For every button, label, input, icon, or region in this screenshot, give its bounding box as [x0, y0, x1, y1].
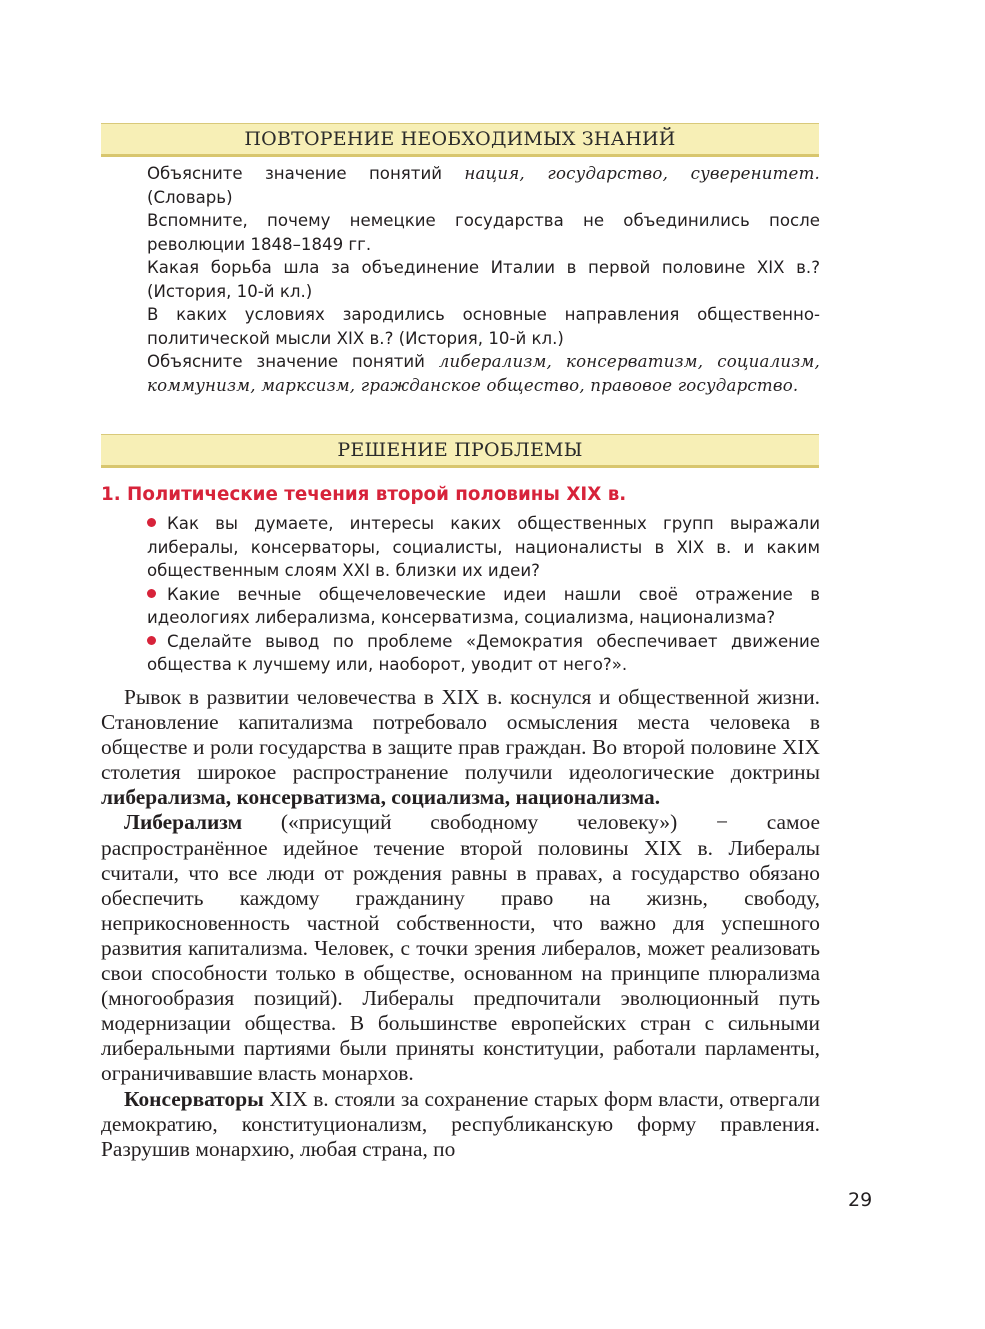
review-question-1-source: (Словарь): [147, 187, 233, 207]
discussion-questions: [147, 512, 820, 677]
paragraph-liberalism: [101, 810, 820, 1086]
review-questions: [147, 162, 820, 397]
review-question-5-text: Объясните значение понятий: [147, 352, 439, 371]
page-number: 29: [848, 1189, 873, 1211]
review-question-1-terms: нация, государство, суверенитет.: [464, 164, 820, 183]
paragraph-liberalism-text: («присущий свободному человеку») − самое распространённое идейное течение второй половины XIX в. Либералы считали, что все люди от рождения равны в правах, а государство обязано обеспечить каждому гражданину право на жизнь, свободу, неприкосновенность частной собственности, что важно для успешного развития капитализма. Человек, с точки зрения либералов, может реализовать свои способности только в обществе, основанном на принципе плюрализма (многообразия позиций). Либералы предпочитали эволюционный путь модернизации общества. В большинстве европейских стран с сильными либеральными партиями были приняты конституции, работали парламенты, ограничивавшие власть монархов.: [101, 810, 820, 1086]
section-banner-problem: РЕШЕНИЕ ПРОБЛЕМЫ: [101, 434, 819, 468]
review-question-1: [147, 162, 820, 209]
discussion-question: [147, 583, 820, 630]
discussion-question-text: Сделайте вывод по проблеме «Демократия обеспечивает движение общества к лучшему или, наоборот, уводит от него?».: [147, 631, 820, 674]
discussion-question: [147, 630, 820, 677]
term-conservatives: Консерваторы: [124, 1086, 264, 1111]
review-question-1-text: Объясните значение понятий: [147, 164, 465, 183]
review-question-4: В каких условиях зародились основные направления общественно-политической мысли XIX в.? (История, 10-й кл.): [147, 305, 820, 348]
paragraph-intro: [101, 685, 820, 810]
bullet-icon: [147, 636, 156, 645]
review-question-3: Какая борьба шла за объединение Италии в первой половине XIX в.? (История, 10-й кл.): [147, 258, 820, 301]
section-heading: 1. Политические течения второй половины XIX в.: [101, 484, 627, 505]
body-text: [101, 685, 820, 1162]
term-liberalism: Либерализм: [124, 810, 243, 835]
paragraph-intro-text: Рывок в развитии человечества в XIX в. коснулся и общественной жизни. Становление капитализма потребовало осмысления места человека в обществе и роли государства в защите прав граждан. Во второй половине XIX столетия широкое распространение получили идеологические доктрины: [101, 685, 820, 785]
paragraph-conservatives-text: XIX в. стояли за сохранение старых форм власти, отвергали демократию, конституционализм, республиканскую форму правления. Разрушив монархию, любая страна, по: [101, 1086, 820, 1161]
review-question-2: Вспомните, почему немецкие государства не объединились после революции 1848–1849 гг.: [147, 211, 820, 254]
review-question-5: [147, 350, 820, 397]
bullet-icon: [147, 589, 156, 598]
section-banner-review: ПОВТОРЕНИЕ НЕОБХОДИМЫХ ЗНАНИЙ: [101, 123, 819, 157]
bullet-icon: [147, 518, 156, 527]
discussion-question-text: Какие вечные общечеловеческие идеи нашли своё отражение в идеологиях либерализма, консерватизма, социализма, национализма?: [147, 584, 820, 627]
discussion-question: [147, 512, 820, 583]
paragraph-intro-terms: либерализма, консерватизма, социализма, национализма.: [101, 785, 661, 810]
review-question-5-terms: либерализм, консерватизм, социализм, коммунизм, марксизм, гражданское общество, правовое государство.: [147, 352, 820, 395]
discussion-question-text: Как вы думаете, интересы каких общественных групп выражали либералы, консерваторы, социалисты, националисты в XIX в. и каким общественным слоям XXI в. близки их идеи?: [147, 514, 820, 580]
paragraph-conservatives: [101, 1087, 820, 1162]
